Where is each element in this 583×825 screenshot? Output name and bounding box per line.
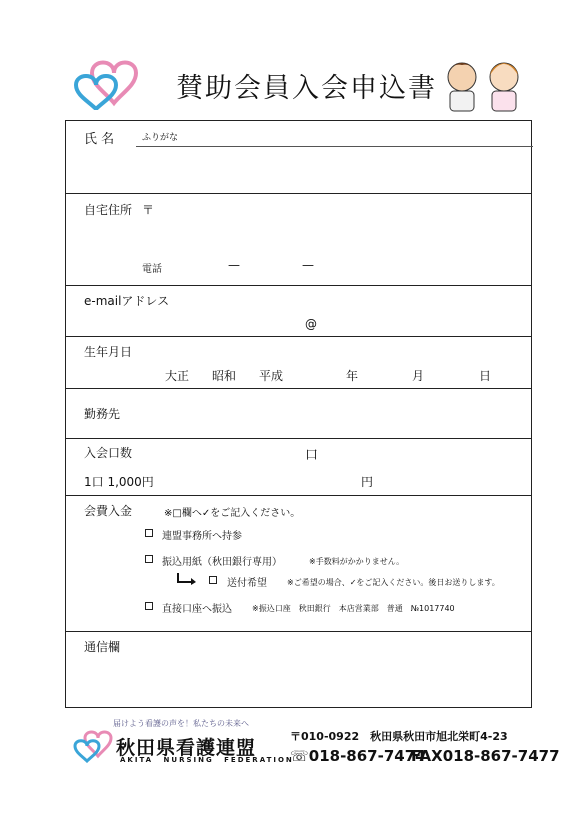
fee-label: 会費入金 bbox=[84, 504, 133, 518]
footer-fax: FAX018-867-7477 bbox=[411, 747, 560, 765]
option-transfer-slip-label: 振込用紙（秋田銀行専用） bbox=[162, 557, 282, 568]
page-title: 賛助会員入会申込書 bbox=[176, 73, 437, 104]
footer-tel: ☏018-867-7474 bbox=[290, 747, 426, 765]
divider bbox=[66, 336, 531, 337]
send-request-label: 送付希望 bbox=[227, 578, 267, 589]
units-suffix: 口 bbox=[305, 448, 319, 463]
birthdate-label: 生年月日 bbox=[84, 345, 133, 359]
option-direct-checkbox[interactable] bbox=[145, 602, 153, 610]
account-note: ※振込口座 秋田銀行 本店営業部 普通 №1017740 bbox=[252, 604, 455, 613]
workplace-label: 勤務先 bbox=[84, 407, 121, 421]
org-name-en: AKITA NURSING FEDERATION bbox=[120, 756, 294, 764]
divider bbox=[66, 193, 531, 194]
name-field[interactable] bbox=[136, 147, 531, 192]
address-label: 自宅住所 bbox=[84, 203, 133, 217]
send-request-checkbox[interactable] bbox=[209, 576, 217, 584]
phone-dash-2: — bbox=[302, 258, 314, 272]
arrow-icon bbox=[176, 571, 198, 590]
notes-label: 通信欄 bbox=[84, 640, 121, 654]
option-transfer-slip-checkbox[interactable] bbox=[145, 555, 153, 563]
divider bbox=[66, 631, 531, 632]
hearts-logo bbox=[72, 55, 152, 114]
option-bring-label: 連盟事務所へ持参 bbox=[162, 531, 242, 542]
slogan: 届けよう看護の声を！私たちの未来へ bbox=[113, 719, 249, 728]
option-direct-label: 直接口座へ振込 bbox=[162, 604, 232, 615]
application-form bbox=[65, 120, 532, 708]
workplace-field[interactable] bbox=[146, 393, 526, 435]
option-bring-checkbox[interactable] bbox=[145, 529, 153, 537]
era-showa[interactable]: 昭和 bbox=[212, 369, 237, 383]
divider bbox=[66, 495, 531, 496]
footer-address: 〒010-0922 秋田県秋田市旭北栄町4-23 bbox=[290, 730, 508, 743]
units-label: 入会口数 bbox=[84, 446, 133, 460]
option-transfer-slip-note: ※手数料がかかりません。 bbox=[309, 557, 405, 566]
footer-hearts-logo bbox=[72, 727, 116, 767]
phone-label: 電話 bbox=[142, 264, 162, 275]
era-taisho[interactable]: 大正 bbox=[165, 369, 190, 383]
send-request-note: ※ご希望の場合、✓をご記入ください。後日お送りします。 bbox=[287, 578, 500, 587]
price-note: 1口 1,000円 bbox=[84, 475, 154, 489]
day-label: 日 bbox=[479, 369, 492, 383]
divider bbox=[66, 438, 531, 439]
divider bbox=[66, 388, 531, 389]
notes-field[interactable] bbox=[76, 656, 521, 704]
era-heisei[interactable]: 平成 bbox=[259, 369, 284, 383]
fee-instruction: ※□欄へ✓をご記入ください。 bbox=[164, 508, 301, 519]
name-label: 氏 名 bbox=[84, 132, 115, 147]
email-label: e-mailアドレス bbox=[84, 294, 170, 308]
units-field[interactable] bbox=[236, 442, 300, 460]
nurse-illustration bbox=[440, 55, 530, 119]
phone-dash-1: — bbox=[228, 258, 240, 272]
divider bbox=[66, 285, 531, 286]
email-at: @ bbox=[305, 317, 317, 331]
year-label: 年 bbox=[346, 369, 359, 383]
month-label: 月 bbox=[412, 369, 425, 383]
email-field[interactable] bbox=[84, 311, 524, 333]
org-name: 秋田県看護連盟 bbox=[116, 737, 257, 759]
furigana-label: ふりがな bbox=[142, 133, 179, 143]
yen-label: 円 bbox=[361, 475, 374, 489]
postal-mark: 〒 bbox=[142, 203, 155, 217]
address-field[interactable] bbox=[156, 199, 531, 254]
